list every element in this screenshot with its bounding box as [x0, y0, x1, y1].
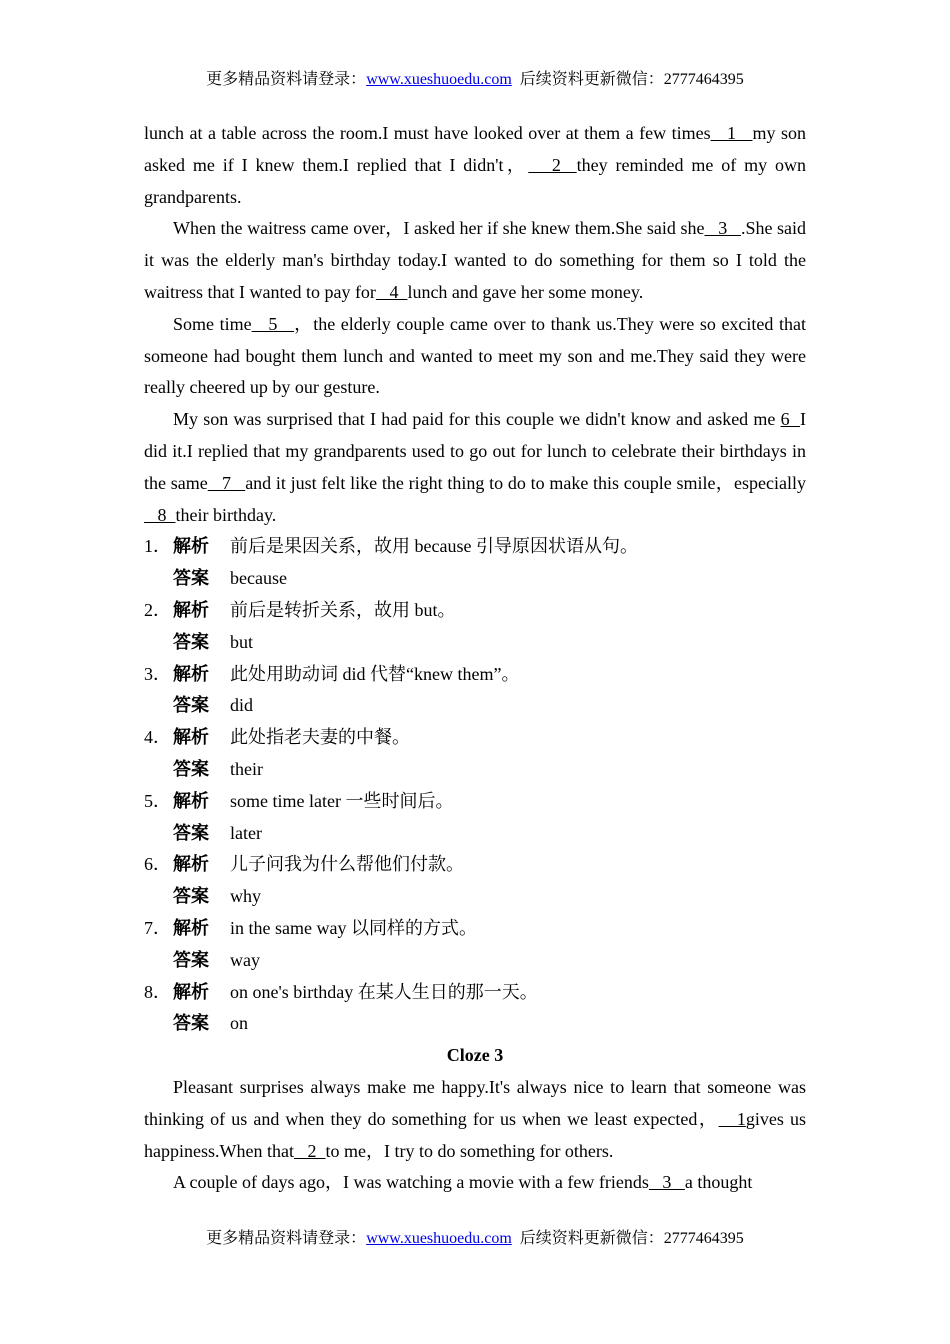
- blank-number: 2: [528, 154, 577, 175]
- blank-number: 6: [780, 409, 800, 430]
- answer-list: [144, 531, 806, 1040]
- answer-label: 答案: [173, 822, 209, 843]
- question-number: 6．: [144, 854, 171, 875]
- analysis-row: [144, 849, 806, 881]
- answer-text: why: [230, 886, 261, 907]
- blank-number: 3: [648, 1172, 685, 1193]
- paragraph-text: Some time: [173, 313, 252, 334]
- page-header: [0, 66, 950, 89]
- blank-number: 5: [251, 313, 295, 334]
- answer-row: [144, 754, 806, 786]
- answer-text: their: [230, 758, 263, 779]
- answer-row: [144, 881, 806, 913]
- header-prefix: 更多精品资料请登录：: [206, 71, 367, 88]
- paragraph-text: When the waitress came over，I asked her if she knew them.She said she: [173, 218, 705, 239]
- analysis-row: [144, 913, 806, 945]
- paragraph-text: I did it.I replied that my grandparents used to go out for lunch to celebrate their birthdays in the same: [144, 409, 806, 493]
- paragraph-text: A couple of days ago，I was watching a movie with a few friends: [173, 1172, 649, 1193]
- cloze-3-title: Cloze 3: [446, 1045, 504, 1066]
- question-number: 4．: [144, 727, 171, 748]
- analysis-row: [144, 786, 806, 818]
- answer-text: but: [230, 631, 254, 652]
- answer-label: 答案: [173, 949, 209, 970]
- footer-suffix: 后续资料更新微信：2777464395: [511, 1230, 744, 1247]
- answer-row: [144, 627, 806, 659]
- question-number: 8．: [144, 981, 171, 1002]
- answer-label: 答案: [173, 631, 209, 652]
- paragraph-text: their birthday.: [175, 504, 277, 525]
- analysis-label: 解析: [173, 599, 209, 620]
- analysis-text: some time later 一些时间后。: [230, 790, 454, 811]
- answer-row: [144, 690, 806, 722]
- header-site-link[interactable]: www.xueshuoedu.com: [366, 71, 512, 88]
- question-number: 5．: [144, 790, 171, 811]
- answer-row: [144, 945, 806, 977]
- blank-number: 8: [144, 504, 176, 525]
- answer-text: way: [230, 949, 260, 970]
- paragraph-text: and it just felt like the right thing to do to make this couple smile，especially: [245, 472, 806, 493]
- paragraph-text: Pleasant surprises always make me happy.It's always nice to learn that someone was thinking of us and when they do something for us when we least expected，: [144, 1076, 806, 1129]
- paragraph-text: to me，I try to do something for others.: [325, 1140, 614, 1161]
- answer-label: 答案: [173, 695, 209, 716]
- question-number: 3．: [144, 663, 171, 684]
- analysis-label: 解析: [173, 663, 209, 684]
- answer-label: 答案: [173, 886, 209, 907]
- paragraph-text: My son was surprised that I had paid for this couple we didn't know and asked me: [173, 409, 781, 430]
- answer-text: on: [230, 1013, 248, 1034]
- answer-row: [144, 563, 806, 595]
- paragraph-text: a thought: [684, 1172, 753, 1193]
- answer-label: 答案: [173, 758, 209, 779]
- analysis-text: 前后是转折关系，故用 but。: [230, 599, 456, 620]
- header-suffix: 后续资料更新微信：2777464395: [511, 71, 744, 88]
- answer-row: [144, 1008, 806, 1040]
- analysis-text: 此处指老夫妻的中餐。: [230, 727, 410, 748]
- analysis-row: [144, 659, 806, 691]
- analysis-text: 前后是果因关系，故用 because 引导原因状语从句。: [230, 536, 638, 557]
- analysis-text: on one's birthday 在某人生日的那一天。: [230, 981, 538, 1002]
- paragraph: [144, 309, 806, 404]
- paragraph: [144, 213, 806, 308]
- analysis-text: 此处用助动词 did 代替“knew them”。: [230, 663, 520, 684]
- paragraph-text: ，the elderly couple came over to thank us.They were so excited that someone had bought them lunch and wanted to meet my son and me.They said they were really cheered up by our gesture.: [144, 313, 806, 398]
- analysis-label: 解析: [173, 536, 209, 557]
- paragraph: [144, 1072, 806, 1167]
- paragraph: [144, 404, 806, 531]
- blank-number: 7: [207, 472, 246, 493]
- paragraph: [144, 118, 806, 213]
- question-number: 1．: [144, 536, 171, 557]
- analysis-row: [144, 595, 806, 627]
- blank-number: 3: [704, 218, 741, 239]
- paragraph-text: lunch and gave her some money.: [407, 281, 644, 302]
- question-number: 2．: [144, 599, 171, 620]
- analysis-row: [144, 722, 806, 754]
- passage-1: [144, 118, 806, 531]
- paragraph-text: my son asked me if I knew them.I replied that I didn't，: [144, 123, 806, 175]
- blank-number: 2: [293, 1140, 326, 1161]
- analysis-label: 解析: [173, 727, 209, 748]
- question-number: 7．: [144, 917, 171, 938]
- paragraph-text: .She said it was the elderly man's birthday today.I wanted to do something for them so I told the waitress that I wanted to pay for: [144, 218, 807, 302]
- paragraph-text: they reminded me of my own grandparents.: [144, 154, 806, 207]
- answer-label: 答案: [173, 1013, 209, 1034]
- paragraph-text: lunch at a table across the room.I must have looked over at them a few times: [144, 123, 711, 143]
- paragraph-text: gives us happiness.When that: [144, 1108, 807, 1161]
- analysis-label: 解析: [173, 917, 209, 938]
- blank-number: 1: [710, 123, 753, 143]
- page-footer: [0, 1225, 950, 1248]
- analysis-label: 解析: [173, 981, 209, 1002]
- answer-text: later: [230, 822, 262, 843]
- blank-number: 4: [375, 281, 408, 302]
- analysis-row: [144, 977, 806, 1009]
- analysis-label: 解析: [173, 854, 209, 875]
- analysis-label: 解析: [173, 790, 209, 811]
- answer-text: did: [230, 695, 254, 716]
- footer-site-link[interactable]: www.xueshuoedu.com: [366, 1230, 512, 1247]
- analysis-text: 儿子问我为什么帮他们付款。: [230, 854, 464, 875]
- answer-text: because: [230, 568, 287, 589]
- answer-row: [144, 818, 806, 850]
- blank-number: 1: [718, 1108, 746, 1129]
- passage-2: [144, 1072, 806, 1199]
- document-body: [144, 118, 806, 1199]
- analysis-row: [144, 531, 806, 563]
- analysis-text: in the same way 以同样的方式。: [230, 917, 477, 938]
- answer-label: 答案: [173, 568, 209, 589]
- paragraph: [144, 1167, 806, 1199]
- footer-prefix: 更多精品资料请登录：: [206, 1230, 367, 1247]
